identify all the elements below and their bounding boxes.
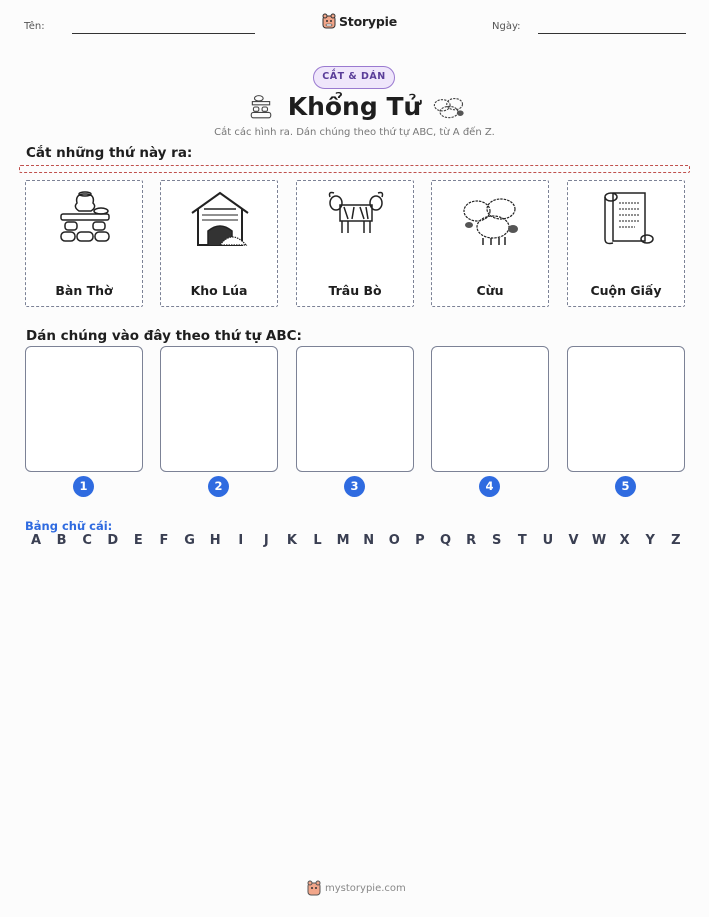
alphabet-letter: J <box>263 533 269 548</box>
cut-card-granary[interactable] <box>160 180 278 307</box>
cut-card-altar[interactable] <box>25 180 143 307</box>
alphabet-letter: T <box>517 533 527 548</box>
alphabet-letter: H <box>209 533 221 548</box>
storypie-logo <box>322 13 397 29</box>
cut-line <box>19 165 690 173</box>
brand-name: Storypie <box>339 13 397 29</box>
cut-section-label: Cắt những thứ này ra: <box>26 145 193 161</box>
date-line <box>538 33 686 34</box>
alphabet-letter: E <box>133 533 143 548</box>
footer-url[interactable]: mystorypie.com <box>325 882 406 894</box>
alphabet-letter: B <box>56 533 67 548</box>
paste-box-5[interactable] <box>567 346 685 472</box>
instructions: Cắt các hình ra. Dán chúng theo thứ tự ABC, từ A đến Z. <box>214 127 495 138</box>
alphabet-letter: F <box>159 533 169 548</box>
paste-section-label: Dán chúng vào đây theo thứ tự ABC: <box>26 328 302 344</box>
name-line <box>72 33 255 34</box>
alphabet-letter: C <box>82 533 92 548</box>
order-number: 3 <box>344 476 365 497</box>
alphabet-letter: Q <box>439 533 452 548</box>
alphabet-letter: O <box>388 533 400 548</box>
alphabet-letter: S <box>492 533 502 548</box>
alphabet-letter: K <box>286 533 297 548</box>
alphabet-letter: R <box>466 533 477 548</box>
alphabet-letter: U <box>542 533 554 548</box>
order-number: 4 <box>479 476 500 497</box>
card-label: Kho Lúa <box>190 283 248 298</box>
paste-box-1[interactable] <box>25 346 143 472</box>
oxen-icon <box>326 189 386 249</box>
cut-card-sheep[interactable] <box>431 180 549 307</box>
card-label: Cừu <box>476 283 504 298</box>
storypie-mascot-icon <box>307 880 321 896</box>
cut-card-scroll[interactable] <box>567 180 685 307</box>
order-number: 1 <box>73 476 94 497</box>
granary-icon <box>190 189 250 249</box>
paste-box-4[interactable] <box>431 346 549 472</box>
card-label: Bàn Thờ <box>55 283 113 298</box>
activity-badge: CẮT & DÁN <box>313 66 395 89</box>
page-title: Khổng Tử <box>287 92 422 121</box>
footer <box>307 880 406 896</box>
scroll-icon <box>597 189 657 249</box>
name-label: Tên: <box>24 21 45 32</box>
alphabet-letter: L <box>313 533 322 548</box>
alphabet-letter: W <box>591 533 607 548</box>
order-number: 2 <box>208 476 229 497</box>
order-number: 5 <box>615 476 636 497</box>
sheep-icon <box>432 94 466 121</box>
storypie-mascot-icon <box>322 13 336 29</box>
alphabet-letter: N <box>363 533 375 548</box>
paste-box-2[interactable] <box>160 346 278 472</box>
card-label: Trâu Bò <box>328 283 382 298</box>
alphabet-letter: Y <box>645 533 655 548</box>
alphabet-letter: M <box>336 533 350 548</box>
alphabet-letter: X <box>619 533 630 548</box>
date-label: Ngày: <box>492 21 521 32</box>
alphabet-row <box>26 533 686 548</box>
cut-card-oxen[interactable] <box>296 180 414 307</box>
paste-box-3[interactable] <box>296 346 414 472</box>
alphabet-label: Bảng chữ cái: <box>25 519 113 533</box>
alphabet-letter: P <box>415 533 425 548</box>
alphabet-letter: I <box>238 533 244 548</box>
alphabet-letter: G <box>184 533 195 548</box>
alphabet-letter: V <box>568 533 579 548</box>
alphabet-letter: D <box>107 533 119 548</box>
card-label: Cuộn Giấy <box>590 283 662 298</box>
sheep-icon <box>461 189 521 249</box>
altar-icon <box>55 189 115 249</box>
alphabet-letter: A <box>30 533 42 548</box>
alphabet-letter: Z <box>671 533 681 548</box>
